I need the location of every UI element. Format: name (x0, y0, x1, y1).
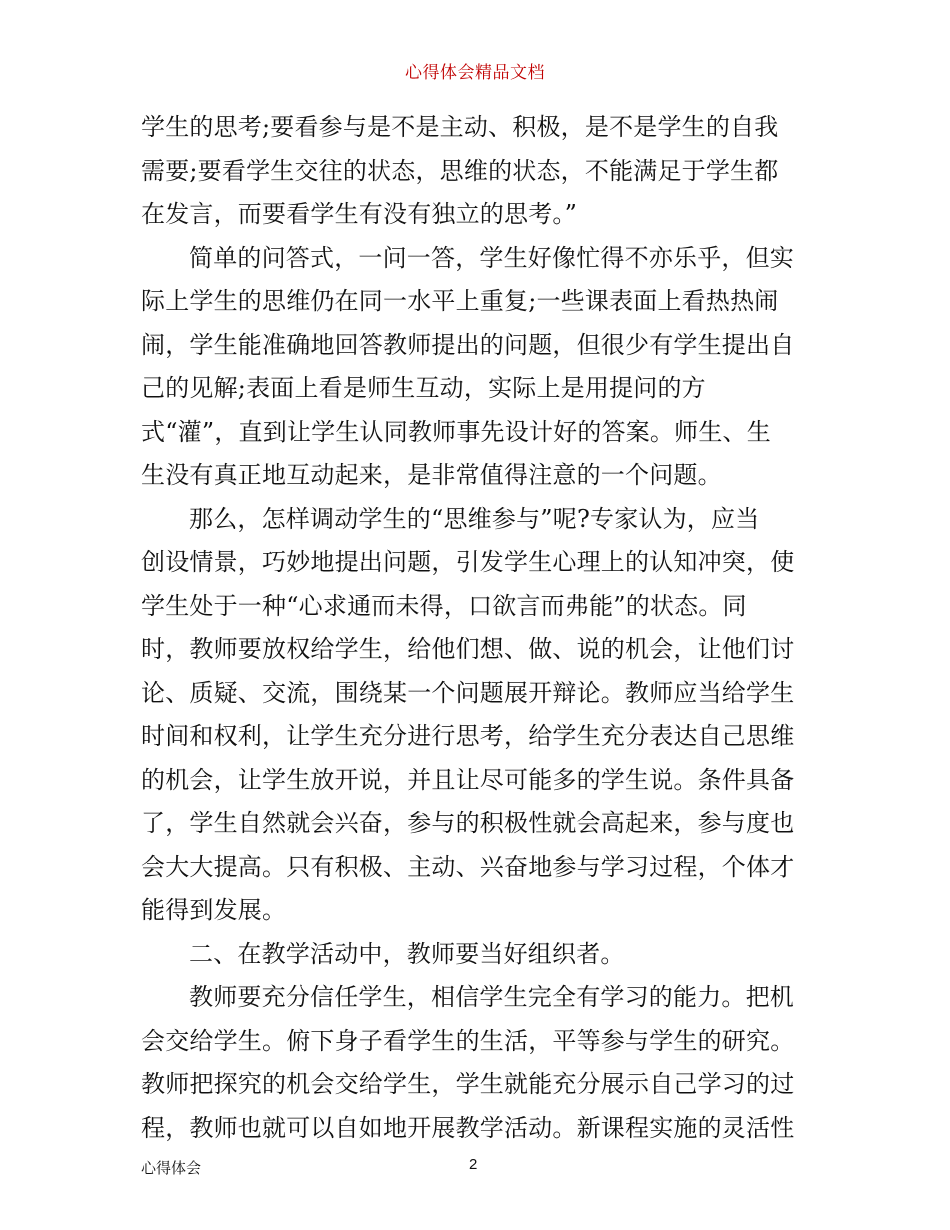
text-line: 式“灌”，直到让学生认同教师事先设计好的答案。师生、生 (141, 417, 771, 446)
footer-label: 心得体会 (141, 1159, 202, 1177)
text-line: 生没有真正地互动起来，是非常值得注意的一个问题。 (141, 461, 722, 489)
page-number: 2 (469, 1156, 478, 1173)
text-line: 需要;要看学生交往的状态，思维的状态，不能满足于学生都 (141, 156, 779, 185)
text-line: 创设情景，巧妙地提出问题，引发学生心理上的认知冲突，使 (141, 548, 795, 576)
text-line: 学生的思考;要看参与是不是主动、积极，是不是学生的自我 (141, 113, 779, 141)
text-line: 在发言，而要看学生有没有独立的思考。” (141, 200, 578, 228)
text-line: 时间和权利，让学生充分进行思考，给学生充分表达自己思维 (141, 722, 795, 750)
text-line: 论、质疑、交流，围绕某一个问题展开辩论。教师应当给学生 (141, 678, 795, 707)
text-line: 教师要充分信任学生，相信学生完全有学习的能力。把机 (189, 983, 794, 1011)
text-line: 际上学生的思维仍在同一水平上重复;一些课表面上看热热闹 (141, 287, 779, 315)
text-line: 教师把探究的机会交给学生，学生就能充分展示自己学习的过 (141, 1070, 795, 1098)
text-line: 二、在教学活动中，教师要当好组织者。 (189, 939, 625, 968)
text-line: 学生处于一种“心求通而未得，口欲言而弗能”的状态。同 (141, 591, 747, 620)
text-line: 会大大提高。只有积极、主动、兴奋地参与学习过程，个体才 (141, 852, 795, 881)
text-line: 那么，怎样调动学生的“思维参与”呢?专家认为，应当 (189, 504, 760, 533)
text-line: 时，教师要放权给学生，给他们想、做、说的机会，让他们讨 (141, 635, 795, 663)
document-header-title: 心得体会精品文档 (405, 63, 545, 83)
text-line: 闹，学生能准确地回答教师提出的问题，但很少有学生提出自 (141, 330, 795, 359)
text-line: 简单的问答式，一问一答，学生好像忙得不亦乐乎，但实 (189, 243, 794, 272)
document-body (141, 106, 813, 1150)
text-line: 能得到发展。 (141, 896, 287, 924)
text-line: 会交给学生。俯下身子看学生的生活，平等参与学生的研究。 (141, 1026, 795, 1055)
text-line: 了，学生自然就会兴奋，参与的积极性就会高起来，参与度也 (141, 809, 795, 837)
text-line: 己的见解;表面上看是师生互动，实际上是用提问的方 (141, 374, 706, 402)
text-line: 程，教师也就可以自如地开展教学活动。新课程实施的灵活性 (141, 1113, 795, 1142)
text-line: 的机会，让学生放开说，并且让尽可能多的学生说。条件具备 (141, 765, 795, 794)
